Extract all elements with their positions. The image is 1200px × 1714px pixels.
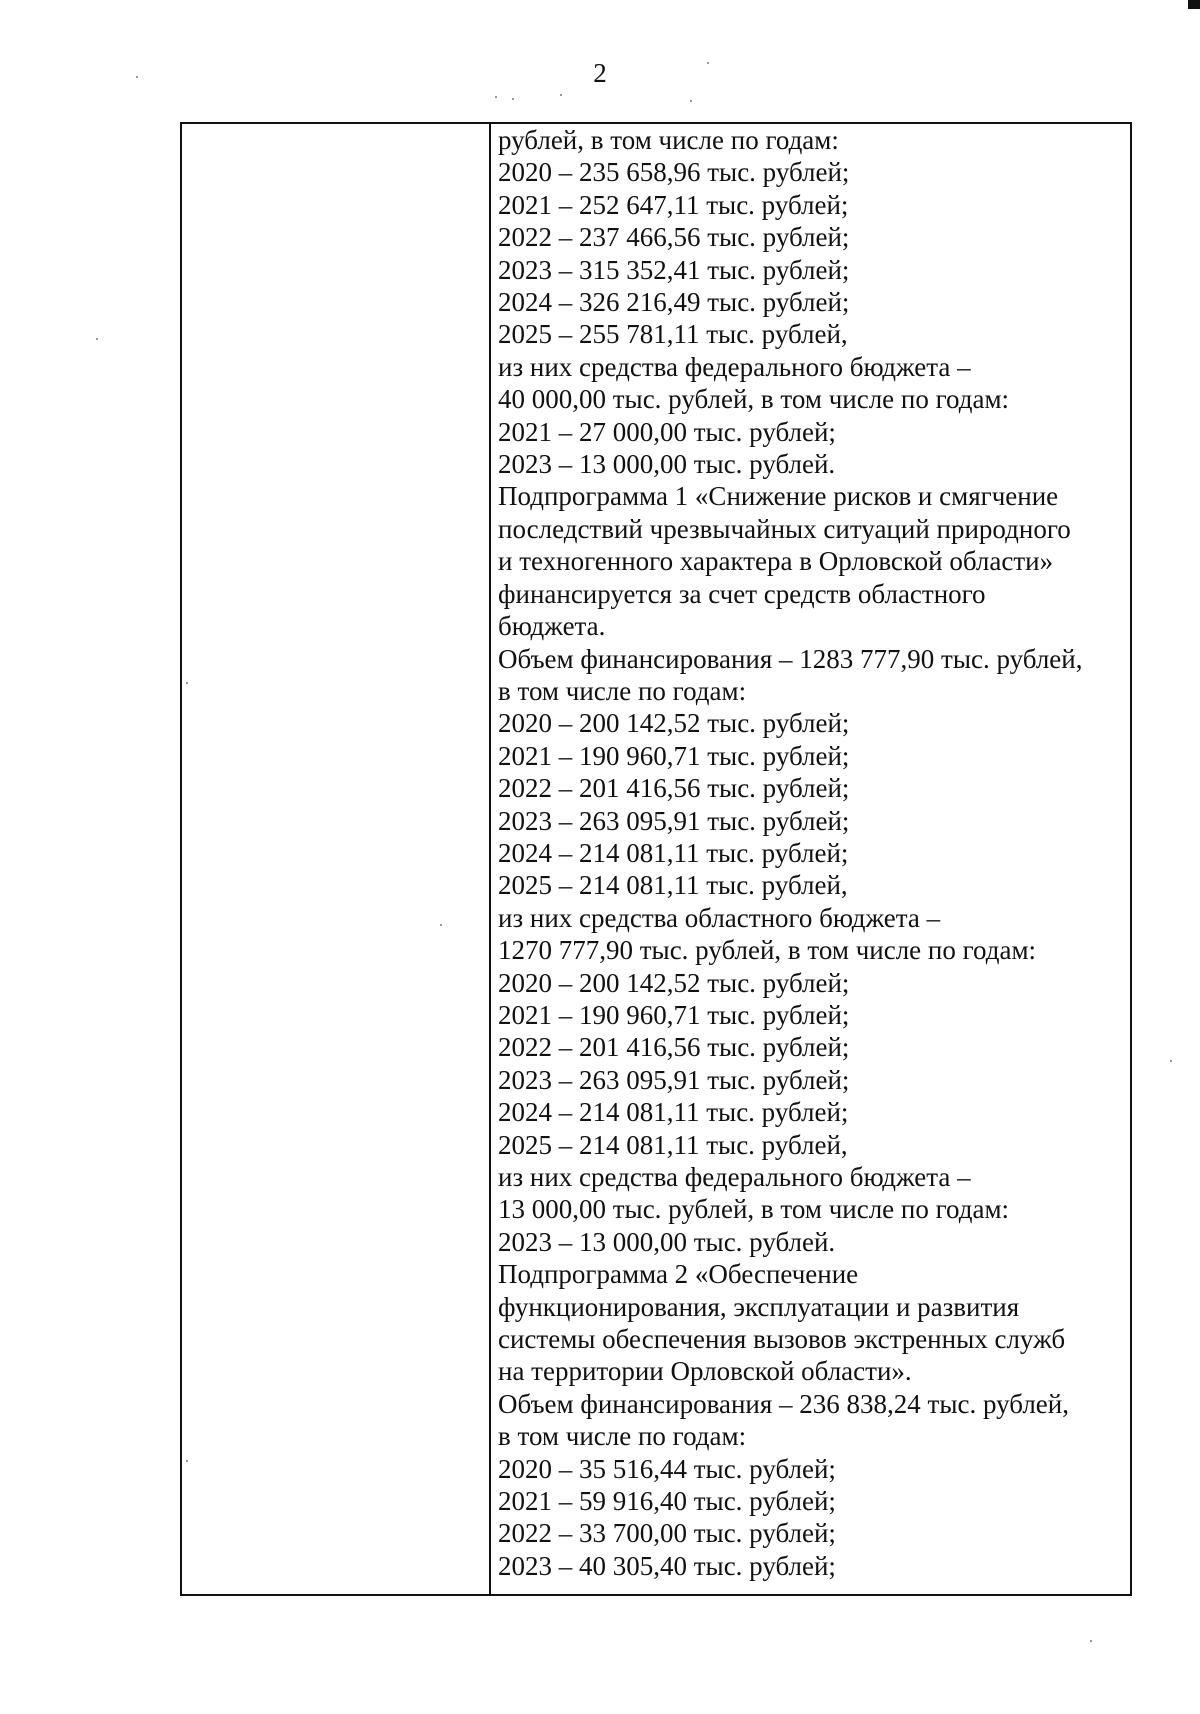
scan-speck	[495, 96, 497, 98]
text-line: и техногенного характера в Орловской области»	[498, 546, 1054, 577]
scan-speck	[1090, 1640, 1092, 1642]
text-line: 2021 – 190 960,71 тыс. рублей;	[498, 740, 850, 771]
text-line: 2023 – 13 000,00 тыс. рублей.	[498, 1226, 836, 1257]
scan-speck	[96, 338, 98, 340]
text-line: финансируется за счет средств областного	[498, 578, 986, 609]
scan-edge-mark	[1188, 0, 1200, 9]
text-line: в том числе по годам:	[498, 1421, 747, 1452]
text-line: 2020 – 200 142,52 тыс. рублей;	[498, 967, 850, 998]
scan-speck	[707, 62, 709, 64]
text-line: 2025 – 255 781,11 тыс. рублей,	[498, 319, 848, 350]
text-line: функционирования, эксплуатации и развития	[498, 1291, 1020, 1322]
text-line: Подпрограмма 1 «Снижение рисков и смягчение	[498, 481, 1059, 512]
text-line: 2023 – 40 305,40 тыс. рублей;	[498, 1550, 836, 1581]
budget-table	[180, 122, 1132, 1596]
text-line: 2025 – 214 081,11 тыс. рублей,	[498, 870, 848, 901]
text-line: из них средства федерального бюджета –	[498, 351, 971, 382]
text-line: последствий чрезвычайных ситуаций природного	[498, 513, 1071, 544]
text-line: 2024 – 214 081,11 тыс. рублей;	[498, 1097, 849, 1128]
scan-speck	[560, 94, 562, 96]
scan-speck	[512, 98, 514, 100]
text-line: Объем финансирования – 1283 777,90 тыс. рублей,	[498, 643, 1083, 674]
text-line: 2022 – 33 700,00 тыс. рублей;	[498, 1518, 836, 1549]
text-line: из них средства федерального бюджета –	[498, 1162, 971, 1192]
text-line: 1270 777,90 тыс. рублей, в том числе по годам:	[498, 935, 1037, 966]
text-line: на территории Орловской области».	[498, 1356, 912, 1387]
table-left-cell	[182, 124, 491, 1594]
text-line: 2020 – 35 516,44 тыс. рублей;	[498, 1453, 836, 1484]
text-line: 2022 – 237 466,56 тыс. рублей;	[498, 222, 850, 253]
text-line: 2021 – 27 000,00 тыс. рублей;	[498, 416, 836, 447]
text-line: 2024 – 326 216,49 тыс. рублей;	[498, 287, 850, 318]
text-line: 2024 – 214 081,11 тыс. рублей;	[498, 837, 849, 868]
table-right-cell	[491, 124, 1130, 1594]
text-line: 40 000,00 тыс. рублей, в том числе по годам:	[498, 384, 1010, 415]
text-line: системы обеспечения вызовов экстренных служб	[498, 1324, 1066, 1355]
text-line: 2020 – 235 658,96 тыс. рублей;	[498, 157, 850, 188]
text-line: 2022 – 201 416,56 тыс. рублей;	[498, 773, 850, 804]
text-line: 2023 – 315 352,41 тыс. рублей;	[498, 254, 850, 285]
scan-speck	[136, 76, 138, 78]
scan-speck	[1170, 1060, 1172, 1062]
text-line: Объем финансирования – 236 838,24 тыс. рублей,	[498, 1388, 1069, 1419]
scan-speck	[690, 100, 692, 102]
text-line: 2022 – 201 416,56 тыс. рублей;	[498, 1032, 850, 1063]
text-line: Подпрограмма 2 «Обеспечение	[498, 1259, 859, 1290]
text-line: 2021 – 252 647,11 тыс. рублей;	[498, 189, 849, 220]
text-line: 2023 – 263 095,91 тыс. рублей;	[498, 805, 850, 836]
text-line: в том числе по годам:	[498, 675, 747, 706]
text-line: 2025 – 214 081,11 тыс. рублей,	[498, 1129, 848, 1160]
text-line: 2021 – 190 960,71 тыс. рублей;	[498, 999, 850, 1030]
text-line: 13 000,00 тыс. рублей, в том числе по годам:	[498, 1194, 1010, 1225]
page-number: 2	[593, 58, 607, 88]
text-line: 2023 – 263 095,91 тыс. рублей;	[498, 1064, 850, 1095]
text-line: рублей, в том числе по годам:	[498, 125, 839, 155]
text-line: бюджета.	[498, 611, 606, 642]
text-line: 2023 – 13 000,00 тыс. рублей.	[498, 449, 836, 480]
text-line: из них средства областного бюджета –	[498, 902, 941, 933]
text-line: 2021 – 59 916,40 тыс. рублей;	[498, 1486, 836, 1517]
text-line: 2020 – 200 142,52 тыс. рублей;	[498, 708, 850, 739]
